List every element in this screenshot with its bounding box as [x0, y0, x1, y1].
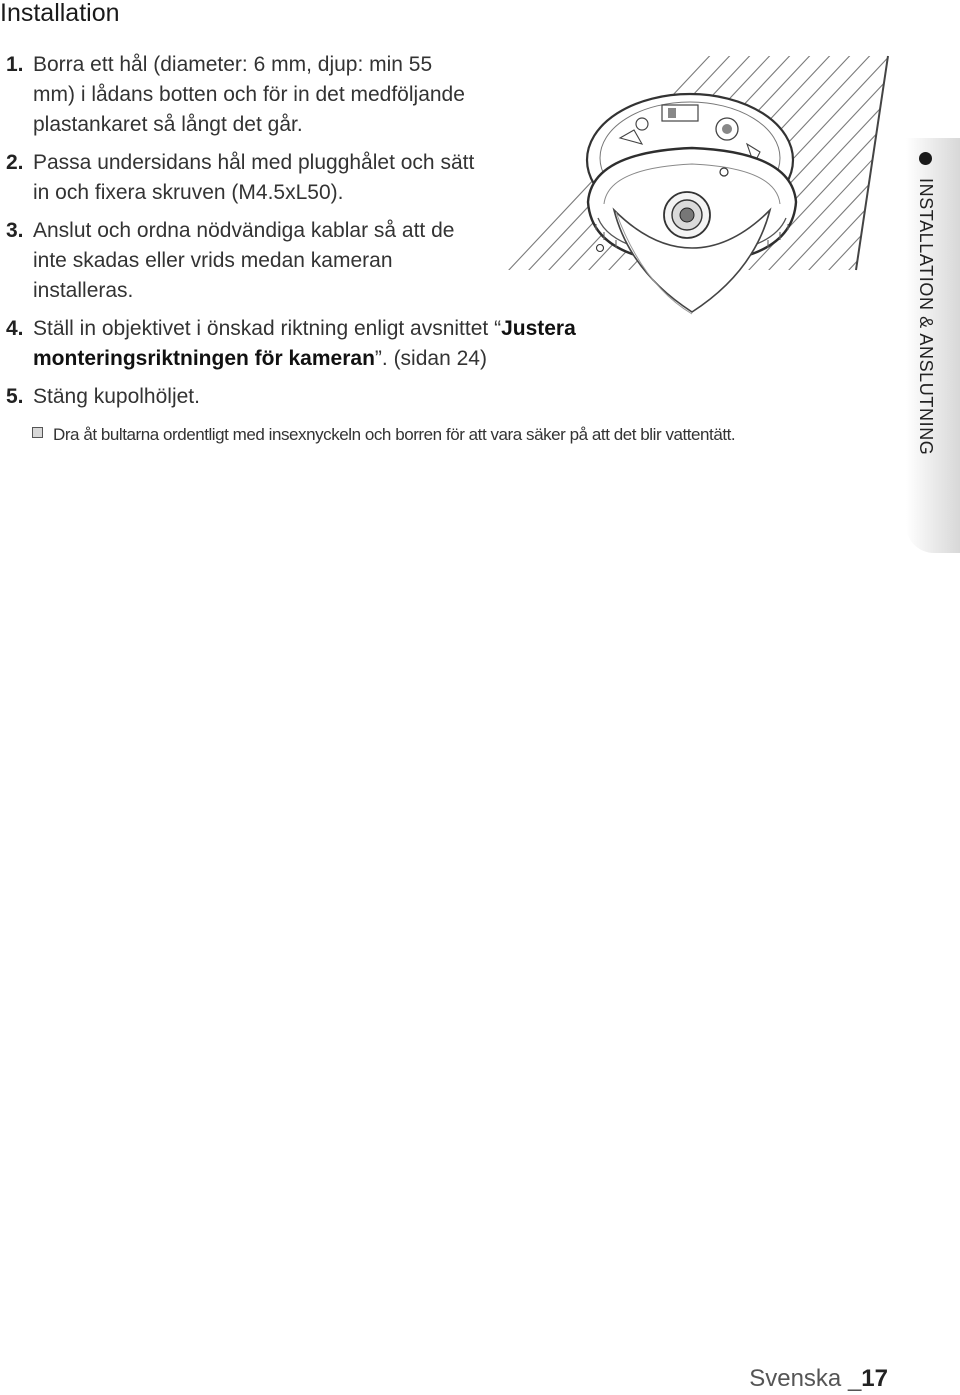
step-2 — [6, 148, 483, 208]
step-text: Anslut och ordna nödvändiga kablar så att de inte skadas eller vrids medan kameran installeras. — [33, 219, 455, 302]
step-number: 2. — [6, 151, 24, 174]
step-text-after: ”. (sidan 24) — [374, 347, 487, 370]
dome-camera-illustration — [492, 52, 892, 342]
step-text-before: Ställ in objektivet i önskad riktning enligt avsnittet “ — [33, 317, 502, 340]
step-number: 5. — [6, 385, 24, 408]
step-number: 4. — [6, 317, 24, 340]
page-footer — [749, 1365, 888, 1393]
step-number: 1. — [6, 53, 24, 76]
note — [32, 425, 872, 445]
step-text: Stäng kupolhöljet. — [33, 385, 200, 408]
step-3 — [6, 216, 473, 306]
step-1 — [6, 50, 473, 140]
step-text: Borra ett hål (diameter: 6 mm, djup: min 55 mm) i lådans botten och för in det medföljande plastankaret så långt det går. — [33, 53, 465, 136]
camera-dome — [588, 148, 796, 314]
note-square-icon — [32, 427, 43, 438]
footer-language: Svenska _ — [749, 1365, 862, 1392]
step-5 — [6, 382, 473, 412]
bullet-dot-icon — [919, 152, 932, 165]
page-title: Installation — [0, 0, 120, 27]
step-text: Passa undersidans hål med plugghålet och sätt in och fixera skruven (M4.5xL50). — [33, 151, 475, 204]
section-label: INSTALLATION & ANSLUTNING — [916, 178, 936, 456]
section-reference-link[interactable]: Justera monteringsriktningen för kameran — [33, 317, 576, 370]
note-text: Dra åt bultarna ordentligt med insexnyckeln och borren för att vara säker på att det blir vattentätt. — [53, 425, 736, 444]
section-side-tab — [906, 138, 960, 553]
step-number: 3. — [6, 219, 24, 242]
page-number: 17 — [861, 1365, 888, 1392]
